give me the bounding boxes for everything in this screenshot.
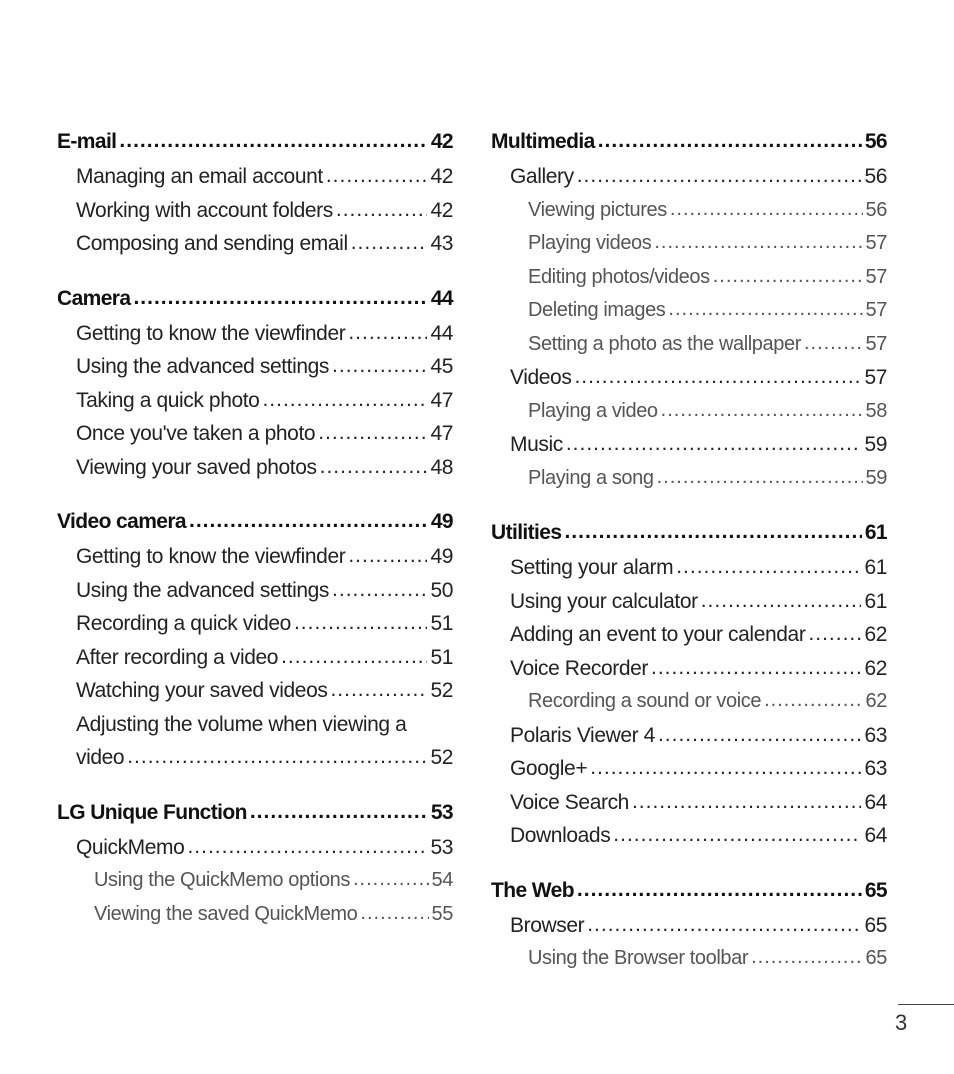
toc-page-number: 44 [430, 286, 453, 310]
dot-leader [661, 394, 863, 428]
toc-entry-title: Gallery [510, 165, 574, 188]
toc-page-number: 52 [430, 679, 453, 702]
toc-entry-title: E-mail [57, 130, 117, 153]
dot-leader [676, 550, 861, 584]
dot-leader [613, 818, 861, 852]
toc-heading-utilities[interactable] [491, 515, 887, 551]
toc-page-number: 64 [864, 824, 887, 847]
dot-leader [632, 785, 861, 819]
toc-entry-viewing-the-saved-quickmemo[interactable] [57, 898, 453, 932]
toc-entry-title: Recording a sound or voice [528, 690, 762, 712]
dot-leader [577, 872, 862, 908]
dot-leader [351, 226, 428, 260]
toc-entry-title: Using the advanced settings [76, 355, 330, 378]
dot-leader [348, 539, 427, 573]
toc-entry-voice-recorder[interactable] [491, 652, 887, 686]
toc-page-number: 57 [865, 265, 887, 288]
toc-entry-first-line[interactable]: Adjusting the volume when viewing a [76, 712, 407, 736]
toc-page-number: 57 [865, 299, 887, 321]
dot-leader [598, 123, 862, 159]
dot-leader [187, 830, 427, 864]
toc-page-number: 57 [865, 232, 887, 254]
toc-entry-title: Voice Search [510, 790, 629, 814]
toc-page-number: 65 [864, 913, 887, 937]
dot-leader [332, 349, 427, 383]
page-number-rule [898, 1004, 954, 1005]
toc-entry-title: Viewing pictures [528, 198, 667, 221]
toc-entry-title: Utilities [491, 521, 562, 544]
toc-entry-gallery[interactable] [491, 160, 887, 194]
toc-page-number: 53 [430, 800, 453, 824]
toc-page-number: 59 [865, 466, 887, 489]
toc-entry-composing-and-sending-email[interactable] [57, 227, 453, 261]
toc-entry-title: QuickMemo [76, 835, 185, 859]
toc-entry-title: Browser [510, 913, 585, 937]
dot-leader [808, 617, 861, 651]
toc-entry-title: LG Unique Function [57, 800, 247, 824]
page-number: 3 [895, 1010, 908, 1035]
toc-entry-using-the-browser-toolbar[interactable] [491, 942, 887, 976]
toc-page-number: 65 [865, 947, 887, 969]
dot-leader [281, 640, 427, 674]
dot-leader [658, 718, 861, 752]
toc-entry-taking-a-quick-photo[interactable] [57, 384, 453, 418]
toc-page-number: 63 [864, 723, 887, 747]
toc-entry-title: Camera [57, 286, 131, 310]
toc-page-number: 42 [430, 165, 453, 188]
toc-entry-title: Adding an event to your calendar [510, 623, 806, 646]
toc-page-number: 56 [864, 130, 887, 153]
dot-leader [668, 293, 862, 327]
toc-section-lg-unique-function [57, 795, 453, 932]
toc-entry-viewing-your-saved-photos[interactable] [57, 451, 453, 485]
dot-leader [764, 684, 862, 718]
toc-entry-title: Viewing the saved QuickMemo [94, 902, 358, 925]
toc-entry-title: Using the QuickMemo options [94, 869, 350, 891]
toc-entry-title: Using the Browser toolbar [528, 947, 749, 969]
toc-page-number: 50 [430, 578, 453, 602]
toc-entry-title: Playing videos [528, 232, 652, 254]
dot-leader [713, 260, 863, 294]
dot-leader [751, 941, 862, 975]
toc-entry-title: Managing an email account [76, 165, 323, 188]
toc-entry-browser[interactable] [491, 909, 887, 943]
toc-section-e-mail [57, 124, 453, 261]
toc-entry-polaris-viewer-4[interactable] [491, 719, 887, 753]
toc-entry-editing-photos-videos[interactable] [491, 261, 887, 295]
toc-entry-adjusting-the-volume-when-viewing-a[interactable] [57, 741, 453, 775]
toc-entry-getting-to-know-the-viewfinder[interactable] [57, 540, 453, 574]
toc-entry-playing-a-video[interactable] [491, 395, 887, 429]
toc-entry-title: Video camera [57, 510, 186, 533]
dot-leader [250, 794, 428, 830]
dot-leader [701, 584, 862, 618]
toc-page-number: 56 [864, 165, 887, 188]
toc-entry-title: Editing photos/videos [528, 265, 710, 288]
toc-page-number: 58 [865, 399, 887, 422]
toc-entry-title: Taking a quick photo [76, 388, 260, 412]
toc-entry-downloads[interactable] [491, 819, 887, 853]
toc-entry-title: After recording a video [76, 645, 279, 669]
dot-leader [654, 226, 862, 260]
toc-entry-title: Working with account folders [76, 198, 333, 222]
dot-leader [262, 383, 427, 417]
toc-entry-title: Getting to know the viewfinder [76, 545, 346, 568]
toc-page-number: 42 [430, 198, 453, 222]
dot-leader [294, 606, 428, 640]
toc-entry-title: Using the advanced settings [76, 578, 330, 602]
toc-entry-voice-search[interactable] [491, 786, 887, 820]
toc-entry-title: Downloads [510, 824, 611, 847]
dot-leader [189, 503, 428, 539]
toc-entry-title: Google+ [510, 757, 588, 780]
dot-leader [577, 159, 862, 193]
dot-leader [590, 751, 861, 785]
toc-heading-lg-unique-function[interactable] [57, 795, 453, 831]
toc-page-number: 42 [430, 130, 453, 153]
toc-right-column [491, 124, 887, 996]
toc-entry-using-the-advanced-settings[interactable] [57, 574, 453, 608]
toc-entry-setting-a-photo-as-the-wallpaper[interactable] [491, 328, 887, 362]
toc-entry-title: The Web [491, 878, 574, 902]
toc-page-number: 47 [430, 388, 453, 412]
dot-leader [318, 416, 427, 450]
toc-entry-recording-a-sound-or-voice[interactable] [491, 685, 887, 719]
dot-leader [127, 740, 427, 774]
toc-entry-adding-an-event-to-your-calendar[interactable] [491, 618, 887, 652]
toc-page-number: 48 [430, 455, 453, 479]
toc-entry-setting-your-alarm[interactable] [491, 551, 887, 585]
toc-page-number: 63 [864, 757, 887, 780]
toc-page-number: 65 [864, 878, 887, 902]
toc-entry-title: Playing a song [528, 466, 654, 489]
toc-page-number: 47 [430, 422, 453, 445]
toc-entry-deleting-images[interactable] [491, 294, 887, 328]
toc-entry-title: Playing a video [528, 399, 658, 422]
dot-leader [651, 651, 861, 685]
toc-entry-title: Viewing your saved photos [76, 455, 317, 479]
toc-entry-title: Deleting images [528, 299, 666, 321]
toc-page-number: 57 [865, 332, 887, 355]
toc-entry-title: Videos [510, 366, 572, 389]
toc-page-number: 59 [864, 433, 887, 456]
toc-heading-camera[interactable] [57, 281, 453, 317]
toc-entry-using-the-advanced-settings[interactable] [57, 350, 453, 384]
dot-leader [353, 863, 429, 897]
toc-page-number: 44 [430, 321, 453, 345]
toc-entry-recording-a-quick-video[interactable] [57, 607, 453, 641]
toc-section-utilities [491, 515, 887, 853]
toc-section-the-web [491, 873, 887, 976]
toc-section-multimedia [491, 124, 887, 495]
toc-heading-e-mail[interactable] [57, 124, 453, 160]
toc-entry-videos[interactable] [491, 361, 887, 395]
toc-left-column [57, 124, 453, 951]
toc-entry-google[interactable] [491, 752, 887, 786]
toc-entry-title: Using your calculator [510, 589, 698, 613]
toc-page-number: 49 [430, 545, 453, 568]
dot-leader [587, 908, 861, 942]
toc-page-number: 51 [430, 645, 453, 669]
toc-entry-title: Recording a quick video [76, 612, 291, 635]
toc-entry-once-you-ve-taken-a-photo[interactable] [57, 417, 453, 451]
toc-page-number: 57 [864, 366, 887, 389]
toc-entry-title: Watching your saved videos [76, 679, 328, 702]
toc-entry-title: Once you've taken a photo [76, 422, 316, 445]
toc-entry-using-your-calculator[interactable] [491, 585, 887, 619]
toc-entry-managing-an-email-account[interactable] [57, 160, 453, 194]
dot-leader [574, 360, 861, 394]
toc-entry-getting-to-know-the-viewfinder[interactable] [57, 317, 453, 351]
toc-entry-title: Music [510, 433, 563, 456]
toc-page-number: 62 [864, 623, 887, 646]
toc-entry-title: Voice Recorder [510, 656, 648, 680]
dot-leader [133, 280, 427, 316]
dot-leader [566, 427, 862, 461]
dot-leader [119, 123, 427, 159]
dot-leader [330, 673, 427, 707]
toc-page-number: 61 [864, 521, 887, 544]
toc-entry-playing-videos[interactable] [491, 227, 887, 261]
toc-page-number: 52 [430, 746, 453, 769]
dot-leader [326, 159, 428, 193]
toc-entry-title: Setting your alarm [510, 556, 674, 579]
dot-leader [657, 461, 863, 495]
toc-entry-working-with-account-folders[interactable] [57, 194, 453, 228]
toc-page-number: 61 [864, 589, 887, 613]
toc-entry-quickmemo[interactable] [57, 831, 453, 865]
toc-entry-title: video [76, 746, 125, 769]
dot-leader [320, 450, 428, 484]
dot-leader [348, 316, 427, 350]
toc-section-camera [57, 281, 453, 485]
toc-page-number: 51 [430, 612, 453, 635]
toc-page-number: 64 [864, 790, 887, 814]
toc-entry-music[interactable] [491, 428, 887, 462]
toc-page-number: 61 [864, 556, 887, 579]
dot-leader [332, 573, 427, 607]
toc-page-number: 62 [865, 690, 887, 712]
toc-entry-playing-a-song[interactable] [491, 462, 887, 496]
toc-entry-viewing-pictures[interactable] [491, 194, 887, 228]
toc-heading-the-web[interactable] [491, 873, 887, 909]
toc-page-number: 54 [431, 869, 453, 891]
toc-entry-title: Composing and sending email [76, 232, 348, 255]
toc-page-number: 56 [865, 198, 887, 221]
toc-section-video-camera [57, 504, 453, 775]
toc-entry-after-recording-a-video[interactable] [57, 641, 453, 675]
toc-page-number: 43 [430, 232, 453, 255]
toc-page-number: 53 [430, 835, 453, 859]
toc-entry-title: Multimedia [491, 130, 595, 153]
toc-entry-title: Polaris Viewer 4 [510, 723, 655, 747]
toc-entry-title: Setting a photo as the wallpaper [528, 332, 801, 355]
toc-entry-watching-your-saved-videos[interactable] [57, 674, 453, 708]
toc-page-number: 49 [430, 510, 453, 533]
toc-page-number: 55 [431, 902, 453, 925]
toc-heading-video-camera[interactable] [57, 504, 453, 540]
dot-leader [360, 897, 428, 931]
toc-page-number: 62 [864, 656, 887, 680]
dot-leader [336, 193, 428, 227]
dot-leader [804, 327, 863, 361]
toc-page-number: 45 [430, 355, 453, 378]
dot-leader [670, 193, 863, 227]
dot-leader [564, 514, 861, 550]
toc-heading-multimedia[interactable] [491, 124, 887, 160]
toc-entry-using-the-quickmemo-options[interactable] [57, 864, 453, 898]
toc-entry-title: Getting to know the viewfinder [76, 321, 346, 345]
